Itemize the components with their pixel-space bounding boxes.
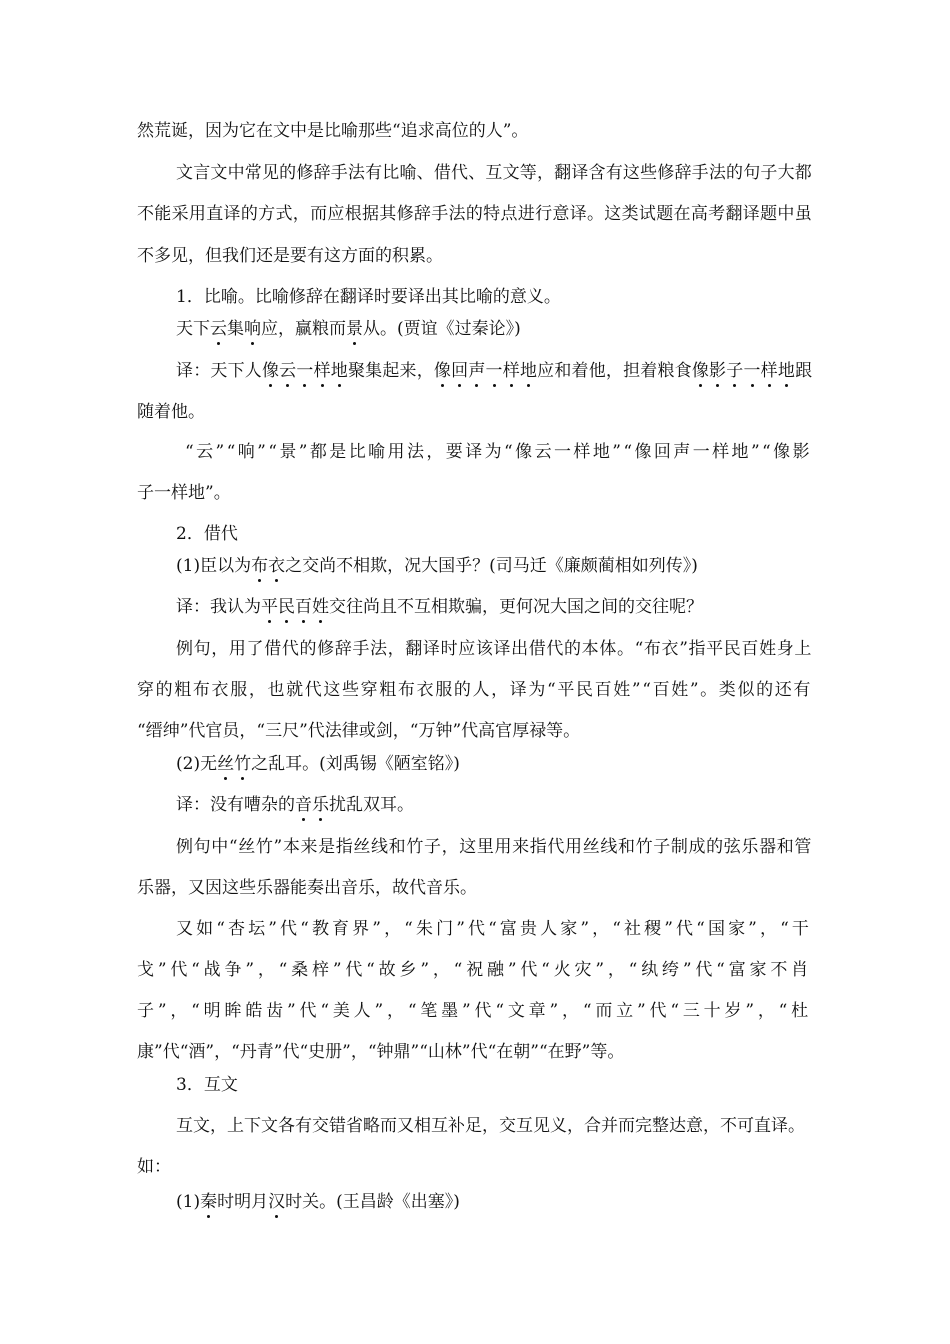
line-text <box>137 720 580 742</box>
emphasized-text <box>346 319 363 339</box>
emphasis-char: 影 <box>709 361 727 381</box>
line-text <box>137 877 477 899</box>
emphasized-text <box>295 795 329 815</box>
text-run: 应，赢粮而 <box>261 319 346 339</box>
line-text <box>176 318 521 340</box>
text-line <box>0 286 950 308</box>
line-text <box>176 1074 238 1096</box>
text-run: 交往尚且不互相欺骗，更何况大国之间的交往呢？ <box>329 597 703 617</box>
line-text <box>176 794 414 816</box>
text-run: 3．互文 <box>176 1075 238 1095</box>
line-text <box>176 753 460 775</box>
emphasis-char: 样 <box>502 361 520 381</box>
text-run: 2．借代 <box>176 524 238 544</box>
emphasis-char: 景 <box>346 319 363 339</box>
text-line <box>0 596 950 618</box>
line-text <box>176 286 561 308</box>
text-run: 不多见，但我们还是要有这方面的积累。 <box>137 246 443 266</box>
emphasis-char: 衣 <box>268 556 286 576</box>
text-line <box>0 794 950 816</box>
text-line <box>0 1000 950 1022</box>
emphasis-char: 云 <box>279 361 297 381</box>
text-run: 时关。(王昌龄《出塞》) <box>285 1192 460 1212</box>
text-run: 聚集起来， <box>347 361 434 381</box>
text-run: 文言文中常见的修辞手法有比喻、借代、互文等，翻译含有这些修辞手法的句子大都 <box>176 163 812 183</box>
emphasis-char: 地 <box>519 361 538 381</box>
text-line <box>0 245 950 267</box>
emphasis-char: 乐 <box>312 795 329 815</box>
emphasized-text <box>251 556 285 576</box>
emphasis-char: 样 <box>313 361 331 381</box>
line-text <box>176 596 703 618</box>
text-run: 子”，“明眸皓齿”代“美人”，“笔墨”代“文章”，“而立”代“三十岁”，“杜 <box>137 1001 812 1021</box>
emphasis-char: 一 <box>743 361 761 381</box>
line-text <box>176 360 812 382</box>
emphasized-text <box>261 597 329 617</box>
text-run: 乐器，又因这些乐器能奏出音乐，故代音乐。 <box>137 878 477 898</box>
text-line <box>0 482 950 504</box>
text-line <box>0 1074 950 1096</box>
emphasis-char: 地 <box>777 361 796 381</box>
text-line <box>0 1115 950 1137</box>
text-line <box>0 441 950 463</box>
line-text <box>137 482 231 504</box>
emphasis-char: 竹 <box>234 754 252 774</box>
emphasis-char: 秦 <box>200 1192 218 1212</box>
text-line <box>0 753 950 775</box>
text-line <box>0 959 950 981</box>
line-text <box>137 1156 171 1178</box>
line-text <box>137 401 205 423</box>
emphasized-text <box>268 1192 285 1212</box>
text-run: 康”代“酒”，“丹青”代“史册”，“钟鼎”“山林”代“在朝”“在野”等。 <box>137 1042 625 1062</box>
emphasis-char: 像 <box>433 361 452 381</box>
text-run: 随着他。 <box>137 402 205 422</box>
emphasis-char: 姓 <box>312 597 329 617</box>
emphasis-char: 像 <box>691 361 710 381</box>
text-run: 不能采用直译的方式，而应根据其修辞手法的特点进行意译。这类试题在高考翻译题中虽 <box>137 204 812 224</box>
emphasized-text <box>217 754 251 774</box>
emphasized-text <box>434 361 537 381</box>
text-run: 如： <box>137 1157 171 1177</box>
emphasis-char: 丝 <box>217 754 235 774</box>
text-run: 时明月 <box>217 1192 269 1212</box>
line-text <box>176 918 812 940</box>
text-run: 集 <box>227 319 244 339</box>
emphasized-text <box>244 319 261 339</box>
text-line <box>0 1156 950 1178</box>
text-run: 穿的粗布衣服，也就代这些穿粗布衣服的人，译为“平民百姓”“百姓”。类似的还有 <box>137 680 812 700</box>
emphasized-text <box>200 1192 217 1212</box>
text-run: 子一样地”。 <box>137 483 231 503</box>
text-run: 例句中“丝竹”本来是指丝线和竹子，这里用来指代用丝线和竹子制成的弦乐器和管 <box>176 837 812 857</box>
text-line <box>0 523 950 545</box>
emphasis-char: 百 <box>295 597 312 617</box>
text-run: (1) <box>176 1192 201 1212</box>
text-line <box>0 1041 950 1063</box>
line-text <box>137 1000 812 1022</box>
emphasis-char: 回 <box>451 361 469 381</box>
emphasis-char: 声 <box>468 361 486 381</box>
emphasis-char: 样 <box>760 361 778 381</box>
line-text <box>176 162 812 184</box>
emphasis-char: 地 <box>330 361 348 381</box>
text-line <box>0 836 950 858</box>
line-text <box>137 245 443 267</box>
text-line <box>0 318 950 340</box>
line-text <box>137 1041 624 1063</box>
emphasis-char: 云 <box>210 319 227 339</box>
line-text <box>176 836 812 858</box>
text-run: 应和着他，担着粮食 <box>537 361 692 381</box>
text-line <box>0 877 950 899</box>
text-run: “云”“响”“景”都是比喻用法，要译为“像云一样地”“像回声一样地”“像影 <box>185 442 812 462</box>
text-line <box>0 555 950 577</box>
text-run: 例句，用了借代的修辞手法，翻译时应该译出借代的本体。“布衣”指平民百姓身上 <box>176 639 812 659</box>
line-text <box>137 120 528 142</box>
text-run: 扰乱双耳。 <box>329 795 414 815</box>
line-text <box>176 1191 460 1213</box>
line-text <box>185 441 812 463</box>
emphasized-text <box>210 319 227 339</box>
line-text <box>176 1115 805 1137</box>
text-run: 天下 <box>176 319 210 339</box>
text-line <box>0 162 950 184</box>
emphasis-char: 音 <box>295 795 312 815</box>
text-line <box>0 401 950 423</box>
text-line <box>0 1191 950 1213</box>
text-line <box>0 638 950 660</box>
text-run: 之乱耳。(刘禹锡《陋室铭》) <box>251 754 460 774</box>
emphasis-char: 一 <box>485 361 503 381</box>
emphasis-char: 子 <box>726 361 744 381</box>
text-run: “缙绅”代官员，“三尺”代法律或剑，“万钟”代高官厚禄等。 <box>137 721 581 741</box>
text-line <box>0 360 950 382</box>
text-run: (2)无 <box>176 754 218 774</box>
text-run: 戈”代“战争”，“桑梓”代“故乡”，“祝融”代“火灾”，“纨绔”代“富家不肖 <box>137 960 812 980</box>
text-line <box>0 203 950 225</box>
text-run: 译：没有嘈杂的 <box>176 795 295 815</box>
line-text <box>137 203 812 225</box>
emphasized-text <box>692 361 795 381</box>
text-run: 1．比喻。比喻修辞在翻译时要译出其比喻的意义。 <box>176 287 561 307</box>
emphasis-char: 像 <box>261 361 280 381</box>
line-text <box>176 523 238 545</box>
text-run: 译：天下人 <box>176 361 262 381</box>
text-run: 然荒诞，因为它在文中是比喻那些“追求高位的人”。 <box>137 121 529 141</box>
emphasis-char: 民 <box>278 597 295 617</box>
emphasized-text <box>262 361 348 381</box>
line-text <box>176 638 812 660</box>
line-text <box>176 555 698 577</box>
emphasis-char: 布 <box>251 556 269 576</box>
emphasis-char: 响 <box>244 319 261 339</box>
text-line <box>0 120 950 142</box>
text-run: 互文，上下文各有交错省略而又相互补足，交互见义，合并而完整达意，不可直译。 <box>176 1116 805 1136</box>
emphasis-char: 汉 <box>268 1192 286 1212</box>
text-run: 之交尚不相欺，况大国乎？(司马迁《廉颇蔺相如列传》) <box>285 556 698 576</box>
text-run: 又如“杏坛”代“教育界”，“朱门”代“富贵人家”，“社稷”代“国家”，“干 <box>176 919 812 939</box>
emphasis-char: 一 <box>296 361 314 381</box>
emphasis-char: 平 <box>261 597 278 617</box>
text-line <box>0 720 950 742</box>
text-line <box>0 918 950 940</box>
text-run: 跟 <box>795 361 813 381</box>
line-text <box>137 959 812 981</box>
text-run: (1)臣以为 <box>176 556 252 576</box>
text-run: 从。(贾谊《过秦论》) <box>363 319 521 339</box>
text-run: 译：我认为 <box>176 597 261 617</box>
line-text <box>137 679 812 701</box>
text-line <box>0 679 950 701</box>
